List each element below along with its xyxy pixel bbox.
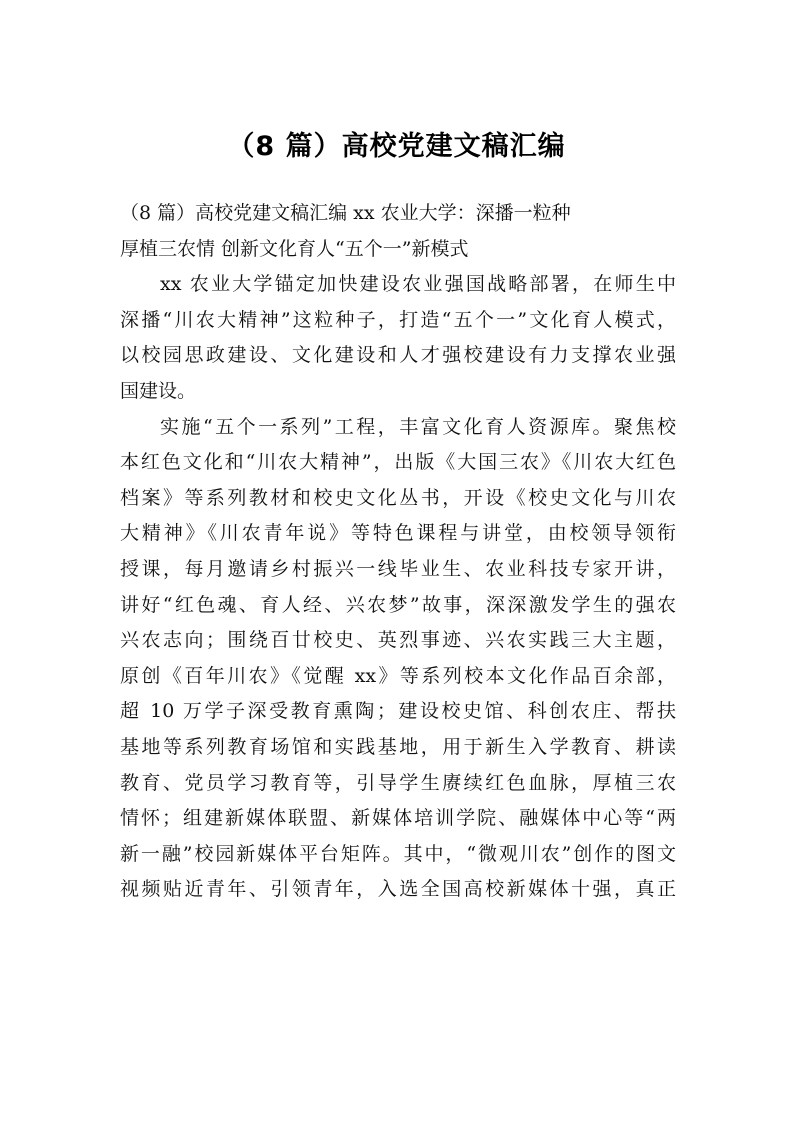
document-body — [120, 196, 676, 908]
paragraph-line: 国建设。 — [120, 379, 197, 402]
paragraph-line: 深播“川农大精神”这粒种子，打造“五个一”文化育人模式， — [120, 308, 676, 331]
paragraph-line: xx 农业大学锚定加快建设农业强国战略部署，在师生中 — [160, 273, 676, 296]
paragraph-line: 大精神》《川农青年说》等特色课程与讲堂，由校领导领衔 — [120, 522, 676, 545]
paragraph-line: 讲好“红色魂、育人经、兴农梦”故事，深深激发学生的强农 — [120, 593, 676, 616]
document-title: （8 篇）高校党建文稿汇编 — [227, 131, 566, 162]
paragraph-line: 情怀；组建新媒体联盟、新媒体培训学院、融媒体中心等“两 — [120, 807, 676, 830]
paragraph-line: 本红色文化和“川农大精神”，出版《大国三农》《川农大红色 — [120, 451, 676, 474]
text-line: 厚植三农情 创新文化育人“五个一”新模式 — [120, 237, 469, 260]
paragraph-line: 授课，每月邀请乡村振兴一线毕业生、农业科技专家开讲， — [120, 557, 676, 580]
paragraph-line: 教育、党员学习教育等，引导学生赓续红色血脉，厚植三农 — [120, 771, 676, 794]
paragraph-line: 以校园思政建设、文化建设和人才强校建设有力支撑农业强 — [120, 344, 676, 367]
paragraph-line: 视频贴近青年、引领青年，入选全国高校新媒体十强，真正 — [120, 878, 676, 901]
paragraph-line: 新一融”校园新媒体平台矩阵。其中，“微观川农”创作的图文 — [120, 842, 676, 865]
paragraph-line: 原创《百年川农》《觉醒 xx》等系列校本文化作品百余部， — [120, 664, 676, 687]
paragraph-line: 基地等系列教育场馆和实践基地，用于新生入学教育、耕读 — [120, 735, 676, 758]
text-line: （8 篇）高校党建文稿汇编 xx 农业大学：深播一粒种 — [120, 202, 571, 224]
paragraph-line: 兴农志向；围绕百廿校史、英烈事迹、兴农实践三大主题， — [120, 629, 676, 652]
paragraph-line: 档案》等系列教材和校史文化丛书，开设《校史文化与川农 — [120, 486, 676, 509]
paragraph-line: 实施“五个一系列”工程，丰富文化育人资源库。聚焦校 — [160, 415, 676, 438]
paragraph-line: 超 10 万学子深受教育熏陶；建设校史馆、科创农庄、帮扶 — [120, 700, 676, 723]
